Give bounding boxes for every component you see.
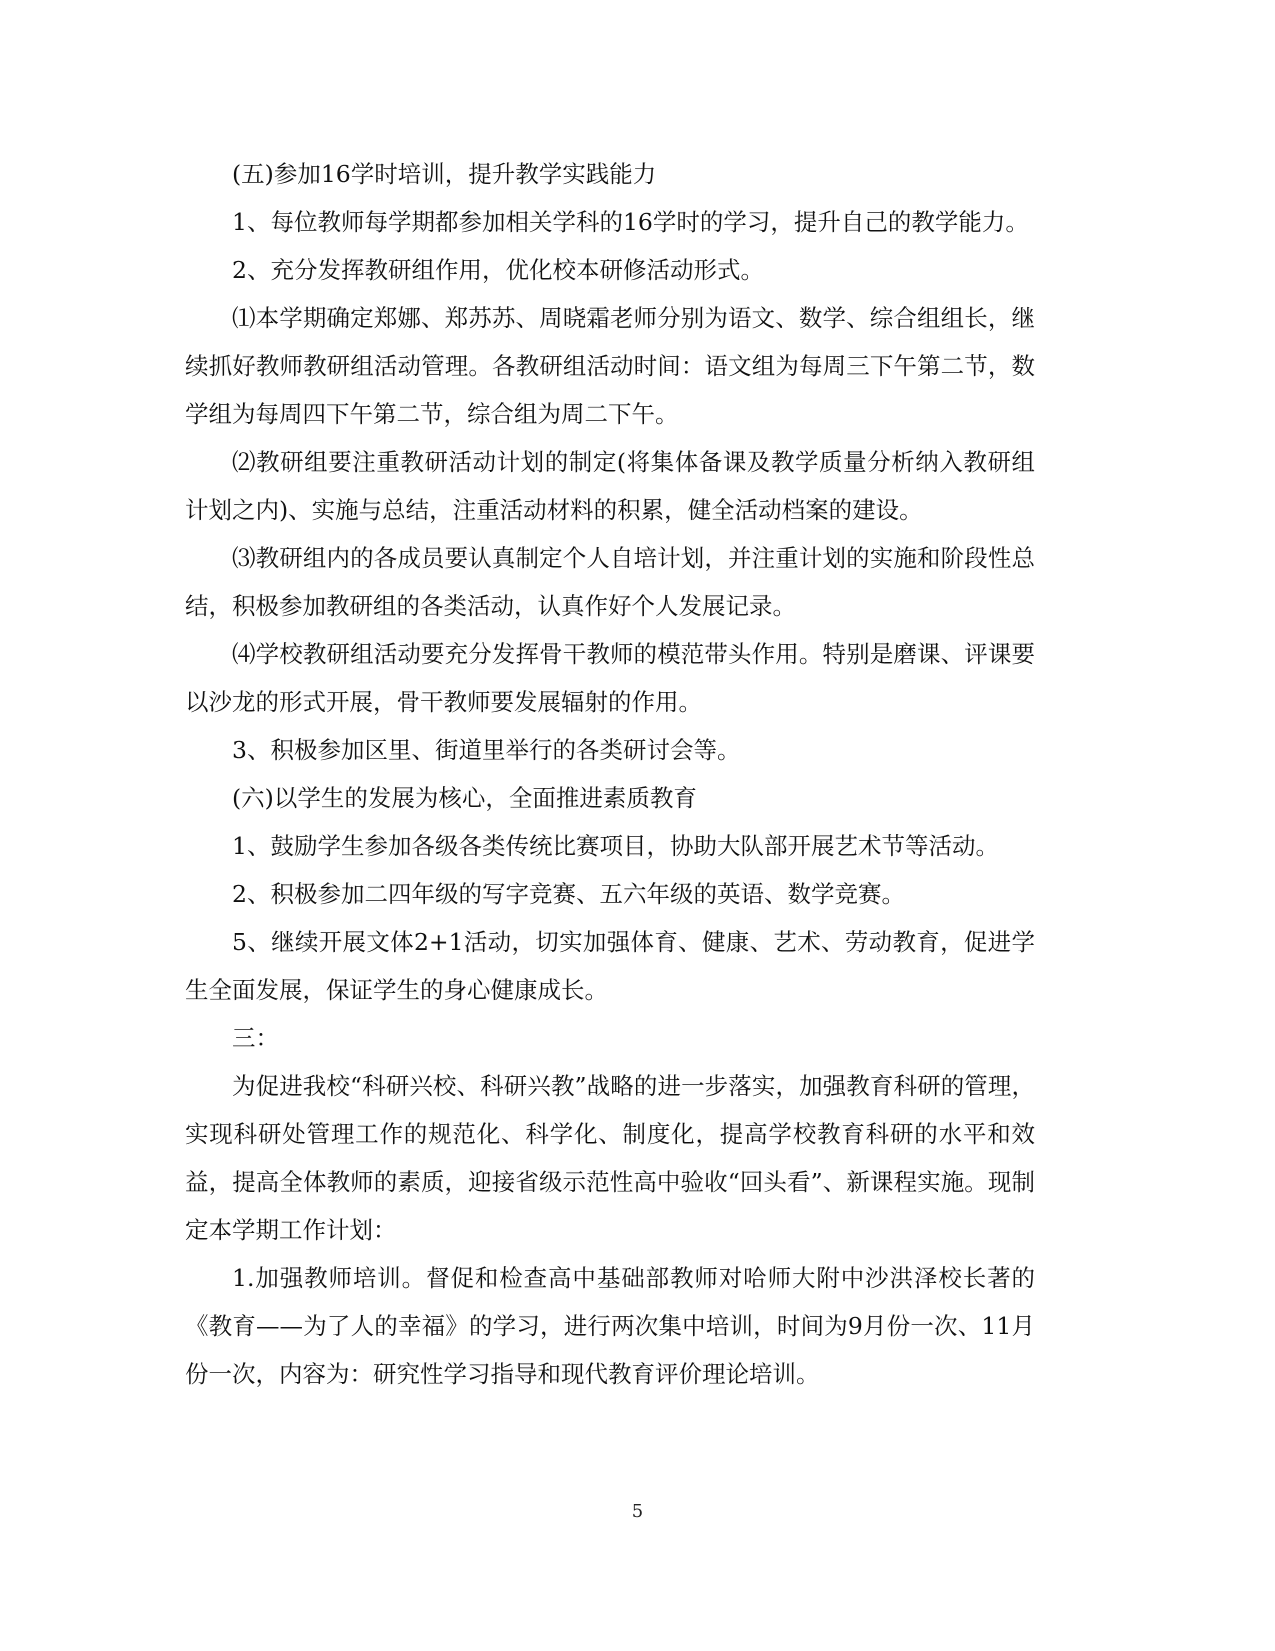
paragraph: 1.加强教师培训。督促和检查高中基础部教师对哈师大附中沙洪泽校长著的《教育——为了人的幸福》的学习，进行两次集中培训，时间为9月份一次、11月份一次，内容为：研究性学习指导和现代教育评价理论培训。 <box>185 1264 1035 1388</box>
paragraph: ⑶教研组内的各成员要认真制定个人自培计划，并注重计划的实施和阶段性总结，积极参加教研组的各类活动，认真作好个人发展记录。 <box>185 544 1035 620</box>
section-heading-5: (五)参加16学时培训，提升教学实践能力 <box>232 160 657 188</box>
paragraph: ⑷学校教研组活动要充分发挥骨干教师的模范带头作用。特别是磨课、评课要以沙龙的形式开展，骨干教师要发展辐射的作用。 <box>185 640 1035 716</box>
section-heading-3: 三： <box>232 1024 279 1052</box>
paragraph: 2、积极参加二四年级的写字竞赛、五六年级的英语、数学竞赛。 <box>232 880 905 908</box>
page-number: 5 <box>631 1501 644 1522</box>
paragraph: 1、每位教师每学期都参加相关学科的16学时的学习，提升自己的教学能力。 <box>232 208 1029 236</box>
paragraph: 5、继续开展文体2+1活动，切实加强体育、健康、艺术、劳动教育，促进学生全面发展，保证学生的身心健康成长。 <box>185 928 1035 1004</box>
paragraph: 3、积极参加区里、街道里举行的各类研讨会等。 <box>232 736 741 764</box>
document-body <box>185 150 1035 1398</box>
paragraph: 为促进我校“科研兴校、科研兴教”战略的进一步落实，加强教育科研的管理，实现科研处管理工作的规范化、科学化、制度化，提高学校教育科研的水平和效益，提高全体教师的素质，迎接省级示范性高中验收“回头看”、新课程实施。现制定本学期工作计划： <box>185 1072 1035 1244</box>
section-heading-6: (六)以学生的发展为核心，全面推进素质教育 <box>232 784 697 812</box>
paragraph: ⑴本学期确定郑娜、郑苏苏、周晓霜老师分别为语文、数学、综合组组长，继续抓好教师教研组活动管理。各教研组活动时间：语文组为每周三下午第二节，数学组为每周四下午第二节，综合组为周二下午。 <box>185 304 1035 428</box>
paragraph: 2、充分发挥教研组作用，优化校本研修活动形式。 <box>232 256 764 284</box>
paragraph: ⑵教研组要注重教研活动计划的制定(将集体备课及教学质量分析纳入教研组计划之内)、实施与总结，注重活动材料的积累，健全活动档案的建设。 <box>185 448 1035 524</box>
paragraph: 1、鼓励学生参加各级各类传统比赛项目，协助大队部开展艺术节等活动。 <box>232 832 999 860</box>
